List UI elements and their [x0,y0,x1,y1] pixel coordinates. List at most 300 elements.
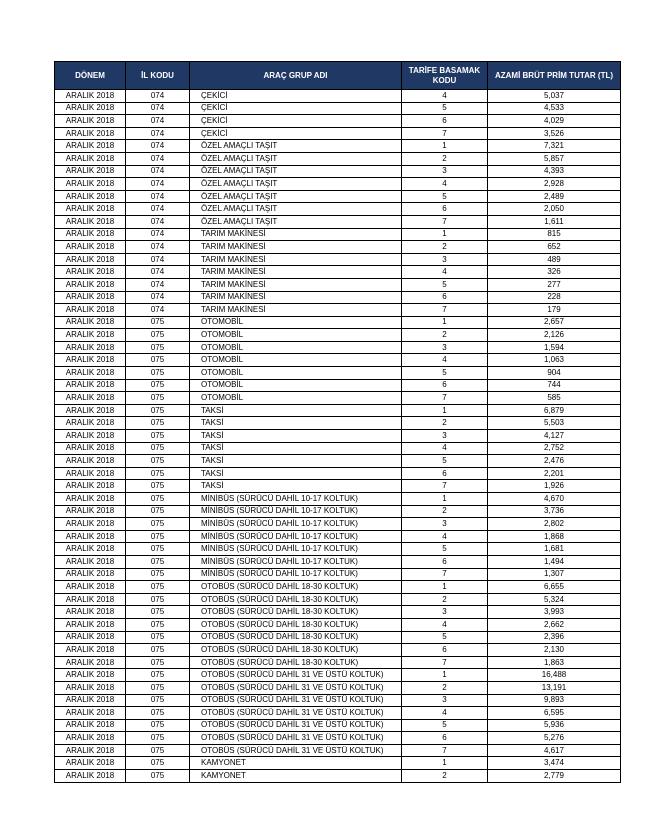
cell-arac-grup-adi: TARIM MAKİNESİ [190,291,402,304]
cell-tarife-basamak-kodu: 3 [402,606,488,619]
cell-tarife-basamak-kodu: 7 [402,127,488,140]
cell-arac-grup-adi: OTOBÜS (SÜRÜCÜ DAHİL 18-30 KOLTUK) [190,656,402,669]
cell-azami-brut-prim-tutar: 2,050 [488,203,621,216]
cell-tarife-basamak-kodu: 3 [402,518,488,531]
cell-donem: ARALIK 2018 [55,631,126,644]
cell-azami-brut-prim-tutar: 16,488 [488,669,621,682]
cell-il-kodu: 075 [126,493,190,506]
cell-il-kodu: 074 [126,241,190,254]
table-row [55,165,621,178]
cell-il-kodu: 075 [126,505,190,518]
cell-il-kodu: 074 [126,178,190,191]
cell-azami-brut-prim-tutar: 652 [488,241,621,254]
table-row [55,694,621,707]
cell-azami-brut-prim-tutar: 2,779 [488,770,621,783]
cell-azami-brut-prim-tutar: 5,037 [488,90,621,103]
cell-il-kodu: 075 [126,442,190,455]
cell-tarife-basamak-kodu: 3 [402,253,488,266]
cell-il-kodu: 075 [126,656,190,669]
table-row [55,543,621,556]
cell-il-kodu: 075 [126,644,190,657]
cell-azami-brut-prim-tutar: 179 [488,304,621,317]
cell-il-kodu: 075 [126,417,190,430]
table-row [55,631,621,644]
table-row [55,430,621,443]
table-row [55,127,621,140]
cell-azami-brut-prim-tutar: 1,307 [488,568,621,581]
cell-azami-brut-prim-tutar: 5,936 [488,719,621,732]
cell-azami-brut-prim-tutar: 13,191 [488,681,621,694]
cell-il-kodu: 075 [126,555,190,568]
cell-donem: ARALIK 2018 [55,694,126,707]
cell-arac-grup-adi: OTOMOBİL [190,379,402,392]
cell-azami-brut-prim-tutar: 2,662 [488,618,621,631]
cell-donem: ARALIK 2018 [55,530,126,543]
table-row [55,505,621,518]
cell-azami-brut-prim-tutar: 5,324 [488,593,621,606]
cell-tarife-basamak-kodu: 5 [402,278,488,291]
col-header-azami-brut-prim-tutar: AZAMİ BRÜT PRİM TUTAR (TL) [488,62,621,90]
cell-azami-brut-prim-tutar: 815 [488,228,621,241]
cell-donem: ARALIK 2018 [55,266,126,279]
table-row [55,404,621,417]
cell-tarife-basamak-kodu: 2 [402,770,488,783]
cell-arac-grup-adi: TAKSİ [190,467,402,480]
table-row [55,102,621,115]
col-header-arac-grup-adi: ARAÇ GRUP ADI [190,62,402,90]
cell-arac-grup-adi: ÖZEL AMAÇLI TAŞIT [190,215,402,228]
cell-il-kodu: 075 [126,581,190,594]
cell-azami-brut-prim-tutar: 2,752 [488,442,621,455]
table-row [55,241,621,254]
cell-tarife-basamak-kodu: 2 [402,593,488,606]
table-row [55,253,621,266]
cell-il-kodu: 075 [126,341,190,354]
cell-azami-brut-prim-tutar: 3,474 [488,757,621,770]
cell-azami-brut-prim-tutar: 1,863 [488,656,621,669]
cell-arac-grup-adi: OTOBÜS (SÜRÜCÜ DAHİL 18-30 KOLTUK) [190,631,402,644]
cell-tarife-basamak-kodu: 4 [402,618,488,631]
cell-arac-grup-adi: TARIM MAKİNESİ [190,253,402,266]
cell-azami-brut-prim-tutar: 277 [488,278,621,291]
cell-azami-brut-prim-tutar: 904 [488,367,621,380]
cell-arac-grup-adi: MİNİBÜS (SÜRÜCÜ DAHİL 10-17 KOLTUK) [190,555,402,568]
cell-il-kodu: 074 [126,215,190,228]
cell-tarife-basamak-kodu: 5 [402,102,488,115]
header-row [55,62,621,90]
cell-arac-grup-adi: ÖZEL AMAÇLI TAŞIT [190,178,402,191]
cell-donem: ARALIK 2018 [55,417,126,430]
cell-il-kodu: 074 [126,152,190,165]
cell-azami-brut-prim-tutar: 5,857 [488,152,621,165]
cell-il-kodu: 075 [126,694,190,707]
table-row [55,555,621,568]
cell-azami-brut-prim-tutar: 1,681 [488,543,621,556]
table-row [55,379,621,392]
cell-azami-brut-prim-tutar: 6,655 [488,581,621,594]
cell-arac-grup-adi: TARIM MAKİNESİ [190,241,402,254]
cell-tarife-basamak-kodu: 2 [402,505,488,518]
table-row [55,681,621,694]
cell-donem: ARALIK 2018 [55,757,126,770]
cell-tarife-basamak-kodu: 4 [402,178,488,191]
cell-il-kodu: 075 [126,568,190,581]
cell-arac-grup-adi: OTOBÜS (SÜRÜCÜ DAHİL 18-30 KOLTUK) [190,618,402,631]
cell-il-kodu: 074 [126,228,190,241]
cell-arac-grup-adi: OTOBÜS (SÜRÜCÜ DAHİL 18-30 KOLTUK) [190,606,402,619]
cell-azami-brut-prim-tutar: 228 [488,291,621,304]
table-row [55,417,621,430]
table-row [55,530,621,543]
cell-arac-grup-adi: TAKSİ [190,417,402,430]
cell-donem: ARALIK 2018 [55,241,126,254]
cell-donem: ARALIK 2018 [55,644,126,657]
cell-tarife-basamak-kodu: 2 [402,329,488,342]
cell-il-kodu: 074 [126,304,190,317]
table-row [55,215,621,228]
cell-tarife-basamak-kodu: 6 [402,115,488,128]
table-row [55,115,621,128]
cell-donem: ARALIK 2018 [55,543,126,556]
cell-arac-grup-adi: OTOMOBİL [190,354,402,367]
cell-donem: ARALIK 2018 [55,707,126,720]
cell-il-kodu: 075 [126,392,190,405]
cell-arac-grup-adi: OTOBÜS (SÜRÜCÜ DAHİL 18-30 KOLTUK) [190,644,402,657]
cell-donem: ARALIK 2018 [55,442,126,455]
cell-azami-brut-prim-tutar: 1,063 [488,354,621,367]
cell-tarife-basamak-kodu: 4 [402,707,488,720]
table-row [55,644,621,657]
cell-azami-brut-prim-tutar: 6,879 [488,404,621,417]
cell-tarife-basamak-kodu: 2 [402,417,488,430]
col-header-donem: DÖNEM [55,62,126,90]
col-header-tarife-basamak-kodu: TARİFE BASAMAK KODU [402,62,488,90]
table-row [55,719,621,732]
table-row [55,455,621,468]
cell-tarife-basamak-kodu: 3 [402,430,488,443]
cell-arac-grup-adi: ÖZEL AMAÇLI TAŞIT [190,165,402,178]
cell-donem: ARALIK 2018 [55,719,126,732]
cell-tarife-basamak-kodu: 7 [402,656,488,669]
table-row [55,593,621,606]
table-row [55,329,621,342]
cell-azami-brut-prim-tutar: 585 [488,392,621,405]
cell-donem: ARALIK 2018 [55,518,126,531]
cell-tarife-basamak-kodu: 6 [402,203,488,216]
cell-il-kodu: 075 [126,467,190,480]
table-row [55,770,621,783]
cell-il-kodu: 075 [126,770,190,783]
cell-arac-grup-adi: OTOBÜS (SÜRÜCÜ DAHİL 31 VE ÜSTÜ KOLTUK) [190,681,402,694]
cell-donem: ARALIK 2018 [55,152,126,165]
cell-arac-grup-adi: MİNİBÜS (SÜRÜCÜ DAHİL 10-17 KOLTUK) [190,543,402,556]
cell-arac-grup-adi: ÖZEL AMAÇLI TAŞIT [190,152,402,165]
table-row [55,669,621,682]
tariff-table [54,61,621,783]
cell-tarife-basamak-kodu: 4 [402,266,488,279]
cell-arac-grup-adi: OTOBÜS (SÜRÜCÜ DAHİL 31 VE ÜSTÜ KOLTUK) [190,719,402,732]
table-row [55,757,621,770]
cell-arac-grup-adi: OTOBÜS (SÜRÜCÜ DAHİL 18-30 KOLTUK) [190,593,402,606]
table-row [55,656,621,669]
cell-il-kodu: 074 [126,102,190,115]
cell-donem: ARALIK 2018 [55,568,126,581]
cell-tarife-basamak-kodu: 5 [402,719,488,732]
cell-azami-brut-prim-tutar: 3,736 [488,505,621,518]
cell-il-kodu: 075 [126,367,190,380]
cell-arac-grup-adi: OTOBÜS (SÜRÜCÜ DAHİL 31 VE ÜSTÜ KOLTUK) [190,732,402,745]
table-row [55,568,621,581]
cell-azami-brut-prim-tutar: 326 [488,266,621,279]
cell-azami-brut-prim-tutar: 1,594 [488,341,621,354]
table-row [55,618,621,631]
cell-azami-brut-prim-tutar: 2,201 [488,467,621,480]
cell-tarife-basamak-kodu: 4 [402,530,488,543]
cell-donem: ARALIK 2018 [55,606,126,619]
cell-azami-brut-prim-tutar: 2,396 [488,631,621,644]
cell-arac-grup-adi: ÇEKİCİ [190,90,402,103]
cell-il-kodu: 075 [126,707,190,720]
cell-il-kodu: 074 [126,165,190,178]
cell-tarife-basamak-kodu: 7 [402,304,488,317]
cell-arac-grup-adi: TAKSİ [190,404,402,417]
cell-tarife-basamak-kodu: 4 [402,442,488,455]
cell-donem: ARALIK 2018 [55,744,126,757]
cell-azami-brut-prim-tutar: 4,617 [488,744,621,757]
cell-donem: ARALIK 2018 [55,455,126,468]
cell-arac-grup-adi: ÖZEL AMAÇLI TAŞIT [190,190,402,203]
cell-arac-grup-adi: OTOBÜS (SÜRÜCÜ DAHİL 18-30 KOLTUK) [190,581,402,594]
cell-il-kodu: 075 [126,606,190,619]
cell-arac-grup-adi: TAKSİ [190,480,402,493]
cell-donem: ARALIK 2018 [55,656,126,669]
cell-donem: ARALIK 2018 [55,367,126,380]
cell-arac-grup-adi: MİNİBÜS (SÜRÜCÜ DAHİL 10-17 KOLTUK) [190,568,402,581]
cell-donem: ARALIK 2018 [55,304,126,317]
table-row [55,518,621,531]
cell-il-kodu: 075 [126,518,190,531]
cell-tarife-basamak-kodu: 6 [402,644,488,657]
cell-azami-brut-prim-tutar: 4,533 [488,102,621,115]
cell-arac-grup-adi: TAKSİ [190,442,402,455]
table-header [55,62,621,90]
cell-tarife-basamak-kodu: 6 [402,379,488,392]
cell-donem: ARALIK 2018 [55,253,126,266]
cell-donem: ARALIK 2018 [55,90,126,103]
cell-azami-brut-prim-tutar: 2,802 [488,518,621,531]
cell-donem: ARALIK 2018 [55,215,126,228]
cell-donem: ARALIK 2018 [55,770,126,783]
cell-azami-brut-prim-tutar: 9,893 [488,694,621,707]
cell-il-kodu: 075 [126,455,190,468]
table-row [55,140,621,153]
cell-tarife-basamak-kodu: 5 [402,631,488,644]
table-row [55,203,621,216]
cell-donem: ARALIK 2018 [55,404,126,417]
cell-arac-grup-adi: ÇEKİCİ [190,127,402,140]
cell-tarife-basamak-kodu: 1 [402,493,488,506]
cell-il-kodu: 074 [126,115,190,128]
cell-tarife-basamak-kodu: 4 [402,354,488,367]
cell-tarife-basamak-kodu: 1 [402,140,488,153]
cell-il-kodu: 074 [126,90,190,103]
cell-il-kodu: 075 [126,669,190,682]
cell-il-kodu: 074 [126,190,190,203]
cell-azami-brut-prim-tutar: 2,126 [488,329,621,342]
cell-il-kodu: 074 [126,253,190,266]
table-row [55,291,621,304]
table-row [55,493,621,506]
cell-azami-brut-prim-tutar: 744 [488,379,621,392]
cell-arac-grup-adi: ÖZEL AMAÇLI TAŞIT [190,203,402,216]
cell-tarife-basamak-kodu: 6 [402,291,488,304]
cell-il-kodu: 074 [126,266,190,279]
cell-il-kodu: 075 [126,543,190,556]
cell-arac-grup-adi: TARIM MAKİNESİ [190,278,402,291]
cell-donem: ARALIK 2018 [55,140,126,153]
cell-il-kodu: 075 [126,757,190,770]
cell-tarife-basamak-kodu: 6 [402,467,488,480]
table-row [55,732,621,745]
cell-arac-grup-adi: MİNİBÜS (SÜRÜCÜ DAHİL 10-17 KOLTUK) [190,493,402,506]
cell-arac-grup-adi: ÇEKİCİ [190,102,402,115]
cell-arac-grup-adi: MİNİBÜS (SÜRÜCÜ DAHİL 10-17 KOLTUK) [190,530,402,543]
cell-tarife-basamak-kodu: 2 [402,681,488,694]
cell-arac-grup-adi: OTOBÜS (SÜRÜCÜ DAHİL 31 VE ÜSTÜ KOLTUK) [190,694,402,707]
cell-azami-brut-prim-tutar: 3,526 [488,127,621,140]
cell-arac-grup-adi: OTOMOBİL [190,367,402,380]
cell-azami-brut-prim-tutar: 4,670 [488,493,621,506]
cell-il-kodu: 075 [126,430,190,443]
table-row [55,581,621,594]
table-row [55,442,621,455]
cell-il-kodu: 074 [126,291,190,304]
cell-arac-grup-adi: OTOBÜS (SÜRÜCÜ DAHİL 31 VE ÜSTÜ KOLTUK) [190,707,402,720]
cell-donem: ARALIK 2018 [55,480,126,493]
cell-tarife-basamak-kodu: 3 [402,341,488,354]
cell-il-kodu: 075 [126,354,190,367]
cell-donem: ARALIK 2018 [55,329,126,342]
cell-donem: ARALIK 2018 [55,178,126,191]
cell-donem: ARALIK 2018 [55,341,126,354]
cell-azami-brut-prim-tutar: 1,494 [488,555,621,568]
cell-donem: ARALIK 2018 [55,681,126,694]
cell-tarife-basamak-kodu: 1 [402,757,488,770]
cell-donem: ARALIK 2018 [55,379,126,392]
table-row [55,178,621,191]
cell-azami-brut-prim-tutar: 1,611 [488,215,621,228]
cell-donem: ARALIK 2018 [55,316,126,329]
cell-azami-brut-prim-tutar: 5,503 [488,417,621,430]
cell-tarife-basamak-kodu: 7 [402,480,488,493]
cell-donem: ARALIK 2018 [55,291,126,304]
table-body [55,90,621,783]
table-row [55,480,621,493]
cell-il-kodu: 075 [126,631,190,644]
cell-tarife-basamak-kodu: 4 [402,90,488,103]
cell-tarife-basamak-kodu: 3 [402,165,488,178]
cell-azami-brut-prim-tutar: 2,489 [488,190,621,203]
cell-arac-grup-adi: KAMYONET [190,770,402,783]
cell-donem: ARALIK 2018 [55,581,126,594]
cell-donem: ARALIK 2018 [55,732,126,745]
cell-donem: ARALIK 2018 [55,228,126,241]
cell-arac-grup-adi: OTOMOBİL [190,316,402,329]
cell-il-kodu: 075 [126,329,190,342]
cell-tarife-basamak-kodu: 6 [402,732,488,745]
table-row [55,304,621,317]
cell-il-kodu: 075 [126,681,190,694]
cell-azami-brut-prim-tutar: 7,321 [488,140,621,153]
cell-azami-brut-prim-tutar: 4,127 [488,430,621,443]
cell-il-kodu: 074 [126,127,190,140]
cell-donem: ARALIK 2018 [55,203,126,216]
cell-arac-grup-adi: OTOMOBİL [190,341,402,354]
cell-il-kodu: 075 [126,593,190,606]
cell-tarife-basamak-kodu: 1 [402,316,488,329]
cell-tarife-basamak-kodu: 5 [402,367,488,380]
cell-il-kodu: 075 [126,744,190,757]
cell-il-kodu: 075 [126,316,190,329]
cell-tarife-basamak-kodu: 5 [402,455,488,468]
cell-tarife-basamak-kodu: 2 [402,152,488,165]
table-row [55,367,621,380]
col-header-il-kodu: İL KODU [126,62,190,90]
table-row [55,228,621,241]
cell-azami-brut-prim-tutar: 489 [488,253,621,266]
cell-azami-brut-prim-tutar: 6,595 [488,707,621,720]
table-row [55,90,621,103]
cell-il-kodu: 075 [126,404,190,417]
cell-arac-grup-adi: TARIM MAKİNESİ [190,228,402,241]
cell-tarife-basamak-kodu: 1 [402,404,488,417]
cell-donem: ARALIK 2018 [55,618,126,631]
cell-azami-brut-prim-tutar: 1,868 [488,530,621,543]
cell-azami-brut-prim-tutar: 2,476 [488,455,621,468]
cell-donem: ARALIK 2018 [55,190,126,203]
cell-donem: ARALIK 2018 [55,278,126,291]
cell-arac-grup-adi: TARIM MAKİNESİ [190,266,402,279]
cell-donem: ARALIK 2018 [55,354,126,367]
cell-tarife-basamak-kodu: 3 [402,694,488,707]
cell-arac-grup-adi: MİNİBÜS (SÜRÜCÜ DAHİL 10-17 KOLTUK) [190,518,402,531]
cell-azami-brut-prim-tutar: 4,029 [488,115,621,128]
cell-il-kodu: 075 [126,379,190,392]
cell-arac-grup-adi: ÖZEL AMAÇLI TAŞIT [190,140,402,153]
cell-arac-grup-adi: OTOBÜS (SÜRÜCÜ DAHİL 31 VE ÜSTÜ KOLTUK) [190,744,402,757]
cell-tarife-basamak-kodu: 5 [402,543,488,556]
cell-il-kodu: 075 [126,530,190,543]
cell-arac-grup-adi: TAKSİ [190,455,402,468]
cell-azami-brut-prim-tutar: 2,130 [488,644,621,657]
table-row [55,278,621,291]
cell-azami-brut-prim-tutar: 2,928 [488,178,621,191]
table-row [55,316,621,329]
cell-donem: ARALIK 2018 [55,430,126,443]
cell-donem: ARALIK 2018 [55,669,126,682]
cell-arac-grup-adi: OTOBÜS (SÜRÜCÜ DAHİL 31 VE ÜSTÜ KOLTUK) [190,669,402,682]
cell-donem: ARALIK 2018 [55,555,126,568]
cell-arac-grup-adi: OTOMOBİL [190,329,402,342]
cell-tarife-basamak-kodu: 7 [402,215,488,228]
table-row [55,341,621,354]
table-row [55,190,621,203]
cell-azami-brut-prim-tutar: 2,657 [488,316,621,329]
table-row [55,266,621,279]
cell-donem: ARALIK 2018 [55,493,126,506]
cell-il-kodu: 075 [126,732,190,745]
table-row [55,707,621,720]
